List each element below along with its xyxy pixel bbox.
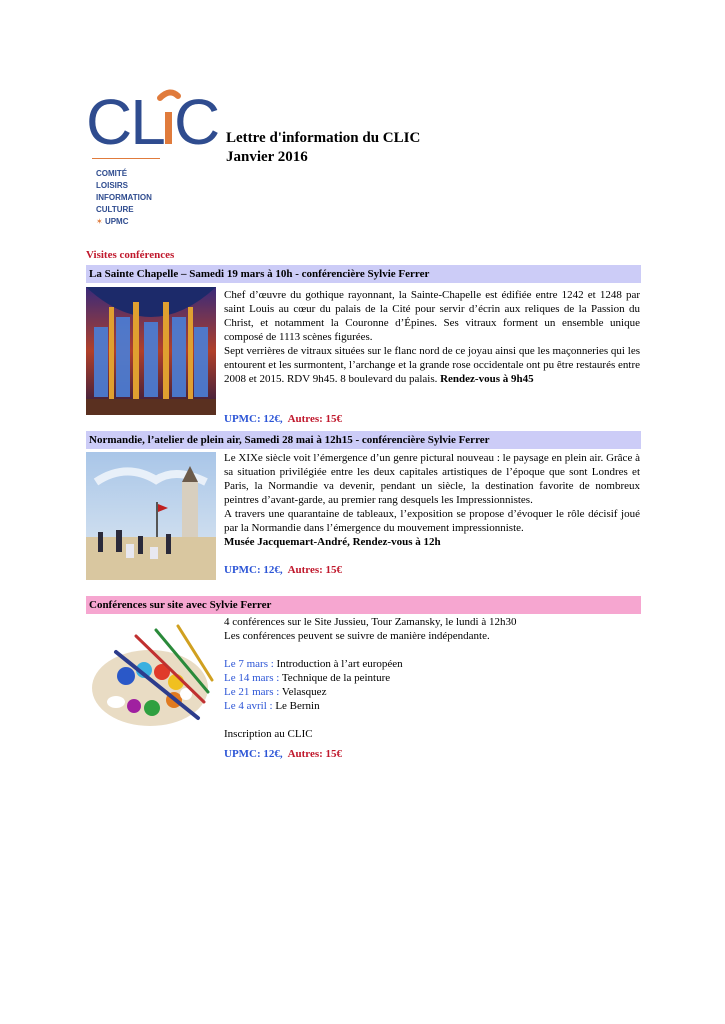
normandie-painting-image [86, 452, 216, 585]
conference-topic: Technique de la peinture [281, 672, 391, 684]
logo-subtitle [96, 168, 152, 228]
paragraph: A travers une quarantaine de tableaux, l’exposition se propose d’évoquer le rôle décisif joué par la Normandie dans l’émergence du mouvement impressionniste. [224, 508, 640, 534]
star-icon: ✶ [96, 217, 103, 226]
clic-logo [86, 86, 226, 172]
event-description-normandie [224, 451, 640, 549]
conference-topic: Velasquez [281, 686, 327, 698]
logo-line-5: UPMC [104, 217, 129, 226]
section-label: Visites conférences [86, 249, 175, 261]
price-autres: Autres: 15€ [287, 413, 343, 425]
page-title: Lettre d'information du CLIC [226, 130, 421, 146]
svg-text:CL: CL [86, 86, 164, 156]
price-upmc: UPMC: 12€, [224, 413, 283, 425]
paint-palette-image [86, 622, 216, 737]
conference-topic: Introduction à l’art européen [276, 658, 403, 670]
logo-line-2: LOISIRS [96, 181, 129, 190]
conference-date: Le 4 avril : [224, 700, 273, 712]
logo-line-4: CULTURE [96, 205, 134, 214]
logo-divider [92, 158, 160, 159]
event-description-sainte-chapelle [224, 288, 640, 386]
inscription-text: Inscription au CLIC [224, 728, 313, 740]
event-heading-sainte-chapelle: La Sainte Chapelle – Samedi 19 mars à 10h - conférencière Sylvie Ferrer [86, 265, 641, 283]
paragraph: Sept verrières de vitraux situées sur le flanc nord de ce joyau ainsi que les maçonneries qui les entourent et les surmontent, l’archange et la grande rose occidentale ont pu être restaurés entre 2008 et 2015. RDV 9h45. 8 boulevard du palais. Rendez-vous à 9h45 [224, 345, 640, 385]
price-sainte-chapelle [224, 413, 342, 425]
event-heading-normandie: Normandie, l’atelier de plein air, Samedi 28 mai à 12h15 - conférencière Sylvie Ferrer [86, 431, 641, 449]
conferences-intro-1: 4 conférences sur le Site Jussieu, Tour Zamansky, le lundi à 12h30 [224, 616, 517, 628]
paragraph: Le XIXe siècle voit l’émergence d’un genre pictural nouveau : le paysage en plein air. Grâce à sa situation privilégiée entre les deux capitales artistiques de l’époque que sont Londres et Paris, la Normandie va devenir, pendant un siècle, la destination favorite de nombreux peintres d’avant-garde, au premier rang desquels les Impressionnistes. [224, 452, 640, 506]
conferences-intro-2: Les conférences peuvent se suivre de manière indépendante. [224, 630, 490, 642]
conference-item [224, 699, 640, 713]
conference-item [224, 685, 640, 699]
clic-logo-icon [86, 86, 226, 156]
price-normandie [224, 564, 342, 576]
conferences-heading: Conférences sur site avec Sylvie Ferrer [86, 596, 641, 614]
svg-text:C: C [174, 86, 219, 156]
conference-date: Le 14 mars : [224, 672, 280, 684]
price-conferences [224, 748, 342, 760]
price-upmc: UPMC: 12€, [224, 564, 283, 576]
conference-date: Le 7 mars : [224, 658, 274, 670]
page-subtitle: Janvier 2016 [226, 149, 308, 165]
paragraph: Chef d’œuvre du gothique rayonnant, la Sainte-Chapelle est édifiée entre 1242 et 1248 par saint Louis au cœur du palais de la Cité pour servir d’écrin aux reliques de la Passion du Christ, et notamment la Couronne d’Épines. Ses vitraux forment un ensemble unique composé de 1113 scènes figurées. [224, 289, 640, 343]
logo-line-3: INFORMATION [96, 193, 152, 202]
price-upmc: UPMC: 12€, [224, 748, 283, 760]
logo-line-1: COMITÉ [96, 169, 128, 178]
conference-topic: Le Bernin [275, 700, 320, 712]
sainte-chapelle-image [86, 287, 216, 420]
conference-date: Le 21 mars : [224, 686, 280, 698]
rdv-text: Musée Jacquemart-André, Rendez-vous à 12h [224, 536, 441, 548]
price-autres: Autres: 15€ [287, 564, 343, 576]
rdv-text: Rendez-vous à 9h45 [440, 373, 534, 385]
price-autres: Autres: 15€ [287, 748, 343, 760]
paragraph [224, 535, 640, 549]
conference-item [224, 657, 640, 671]
conferences-details [224, 615, 640, 741]
conference-item [224, 671, 640, 685]
